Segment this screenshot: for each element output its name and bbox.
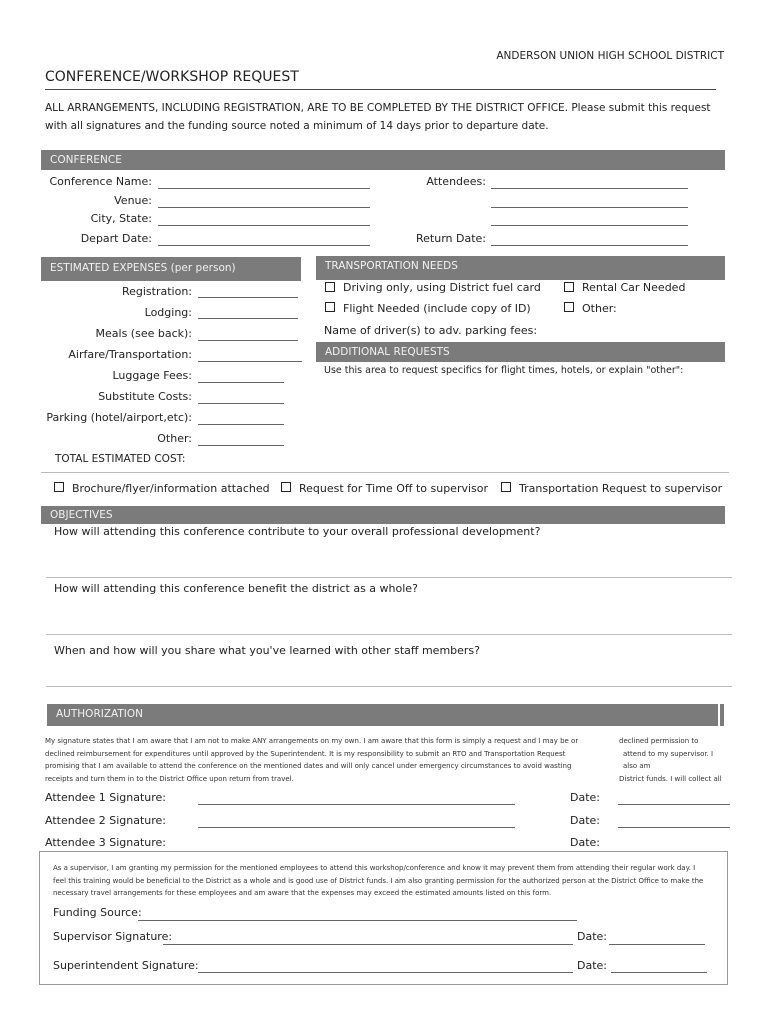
- additional-instructions: Use this area to request specifics for flight times, hotels, or explain "other":: [324, 365, 684, 376]
- return-date-label: Return Date:: [416, 232, 486, 245]
- transport-request-label: Transportation Request to supervisor: [519, 482, 723, 495]
- lodging-label: Lodging:: [144, 306, 192, 319]
- attendee-3-date-label: Date:: [570, 836, 600, 849]
- venue-label: Venue:: [114, 194, 152, 207]
- attendee-2-date-field[interactable]: [618, 827, 730, 828]
- luggage-label: Luggage Fees:: [112, 369, 192, 382]
- attendee-2-date-label: Date:: [570, 814, 600, 827]
- attendee-3-field[interactable]: [491, 225, 688, 226]
- intro-line-2: with all signatures and the funding source noted a minimum of 14 days prior to departure date.: [45, 120, 549, 132]
- flight-checkbox[interactable]: [325, 302, 335, 312]
- objective-question-2: How will attending this conference benefit the district as a whole?: [54, 582, 418, 595]
- expenses-heading: ESTIMATED EXPENSES (per person): [41, 257, 301, 281]
- brochure-checkbox[interactable]: [54, 482, 64, 492]
- parking-field[interactable]: [198, 424, 284, 425]
- supervisor-signature-field[interactable]: [163, 944, 573, 945]
- attendee-2-signature-field[interactable]: [198, 827, 515, 828]
- registration-field[interactable]: [198, 297, 298, 298]
- funding-source-field[interactable]: [138, 920, 577, 921]
- other-expense-label: Other:: [157, 432, 192, 445]
- airfare-label: Airfare/Transportation:: [68, 348, 192, 361]
- venue-field[interactable]: [158, 207, 370, 208]
- authorization-bar-tail: [720, 704, 724, 726]
- city-state-field[interactable]: [158, 225, 370, 226]
- attendee-1-date-field[interactable]: [618, 804, 730, 805]
- conference-heading: CONFERENCE: [41, 150, 725, 170]
- total-cost-label: TOTAL ESTIMATED COST:: [55, 453, 186, 465]
- objective-answer-2-line[interactable]: [46, 634, 732, 635]
- drivers-label: Name of driver(s) to adv. parking fees:: [324, 324, 538, 337]
- return-date-field[interactable]: [491, 245, 688, 246]
- supervisor-signature-label: Supervisor Signature:: [53, 930, 173, 943]
- superintendent-signature-label: Superintendent Signature:: [53, 959, 199, 972]
- meals-label: Meals (see back):: [95, 327, 192, 340]
- substitute-field[interactable]: [198, 403, 284, 404]
- other-transport-checkbox[interactable]: [564, 302, 574, 312]
- objective-question-1: How will attending this conference contribute to your overall professional development?: [54, 525, 541, 538]
- attendee-2-signature-label: Attendee 2 Signature:: [45, 814, 166, 827]
- substitute-label: Substitute Costs:: [98, 390, 192, 403]
- form-title: CONFERENCE/WORKSHOP REQUEST: [45, 69, 299, 85]
- meals-field[interactable]: [198, 340, 298, 341]
- parking-label: Parking (hotel/airport,etc):: [46, 411, 192, 424]
- lodging-field[interactable]: [198, 318, 298, 319]
- superintendent-date-label: Date:: [577, 959, 607, 972]
- city-state-label: City, State:: [90, 212, 152, 225]
- attendee-1-signature-label: Attendee 1 Signature:: [45, 791, 166, 804]
- attendees-label: Attendees:: [426, 175, 486, 188]
- attendee-1-date-label: Date:: [570, 791, 600, 804]
- attendee-1-signature-field[interactable]: [198, 804, 515, 805]
- driving-checkbox[interactable]: [325, 282, 335, 292]
- other-transport-label: Other:: [582, 302, 617, 315]
- supervisor-date-field[interactable]: [609, 944, 705, 945]
- time-off-checkbox[interactable]: [281, 482, 291, 492]
- attendee-3-signature-label: Attendee 3 Signature:: [45, 836, 166, 849]
- brochure-label: Brochure/flyer/information attached: [72, 482, 270, 495]
- funding-source-label: Funding Source:: [53, 906, 142, 919]
- authorization-heading: AUTHORIZATION: [45, 704, 718, 726]
- superintendent-date-field[interactable]: [611, 972, 707, 973]
- other-expense-field[interactable]: [198, 445, 284, 446]
- authorization-side-note: declined permission to attend to my supervisor. I also am District funds. I will collect all: [619, 737, 722, 783]
- flight-label: Flight Needed (include copy of ID): [343, 302, 531, 315]
- additional-heading: ADDITIONAL REQUESTS: [316, 342, 725, 362]
- conference-name-label: Conference Name:: [49, 175, 152, 188]
- authorization-statement: My signature states that I am aware that I am not to make ANY arrangements on my own. I am aware that this form is simply a request and I may be or declined reimbursement for expenditures until approved by the Superintendent. It is my responsibility to submit an RTO and Transportation Request promising that I am available to attend the conference on the mentioned dates and will only cancel under emergency circumstances to avoid wasting receipts and turn them in to the District Office upon return from travel.: [45, 737, 579, 783]
- divider-attachments: [41, 472, 729, 473]
- supervisor-statement: As a supervisor, I am granting my permission for the mentioned employees to attend this workshop/conference and know it may prevent them from attending their regular work day. I feel this training would be beneficial to the District as a whole and is good use of District funds. I am also granting permission for the authorized person at the District Office to make the necessary travel arrangements for these employees and am aware that the expenses may exceed the estimated amounts listed on this form.: [53, 864, 704, 897]
- depart-date-field[interactable]: [158, 245, 370, 246]
- time-off-label: Request for Time Off to supervisor: [299, 482, 489, 495]
- supervisor-date-label: Date:: [577, 930, 607, 943]
- rental-car-label: Rental Car Needed: [582, 281, 686, 294]
- superintendent-signature-field[interactable]: [198, 972, 573, 973]
- objective-answer-1-line[interactable]: [46, 577, 732, 578]
- transportation-heading: TRANSPORTATION NEEDS: [316, 256, 725, 280]
- title-underline: [45, 89, 716, 90]
- rental-car-checkbox[interactable]: [564, 282, 574, 292]
- luggage-field[interactable]: [198, 382, 284, 383]
- intro-line-1: ALL ARRANGEMENTS, INCLUDING REGISTRATION, ARE TO BE COMPLETED BY THE DISTRICT OFFICE. Please submit this request: [45, 102, 711, 114]
- objectives-heading: OBJECTIVES: [41, 506, 725, 524]
- objective-answer-3-line[interactable]: [46, 686, 732, 687]
- conference-name-field[interactable]: [158, 188, 370, 189]
- attendee-2-field[interactable]: [491, 207, 688, 208]
- registration-label: Registration:: [121, 285, 192, 298]
- airfare-field[interactable]: [198, 361, 302, 362]
- transport-request-checkbox[interactable]: [501, 482, 511, 492]
- attendee-1-field[interactable]: [491, 188, 688, 189]
- district-name: ANDERSON UNION HIGH SCHOOL DISTRICT: [496, 50, 724, 62]
- driving-label: Driving only, using District fuel card: [343, 281, 541, 294]
- depart-date-label: Depart Date:: [80, 232, 152, 245]
- objective-question-3: When and how will you share what you've learned with other staff members?: [54, 644, 481, 657]
